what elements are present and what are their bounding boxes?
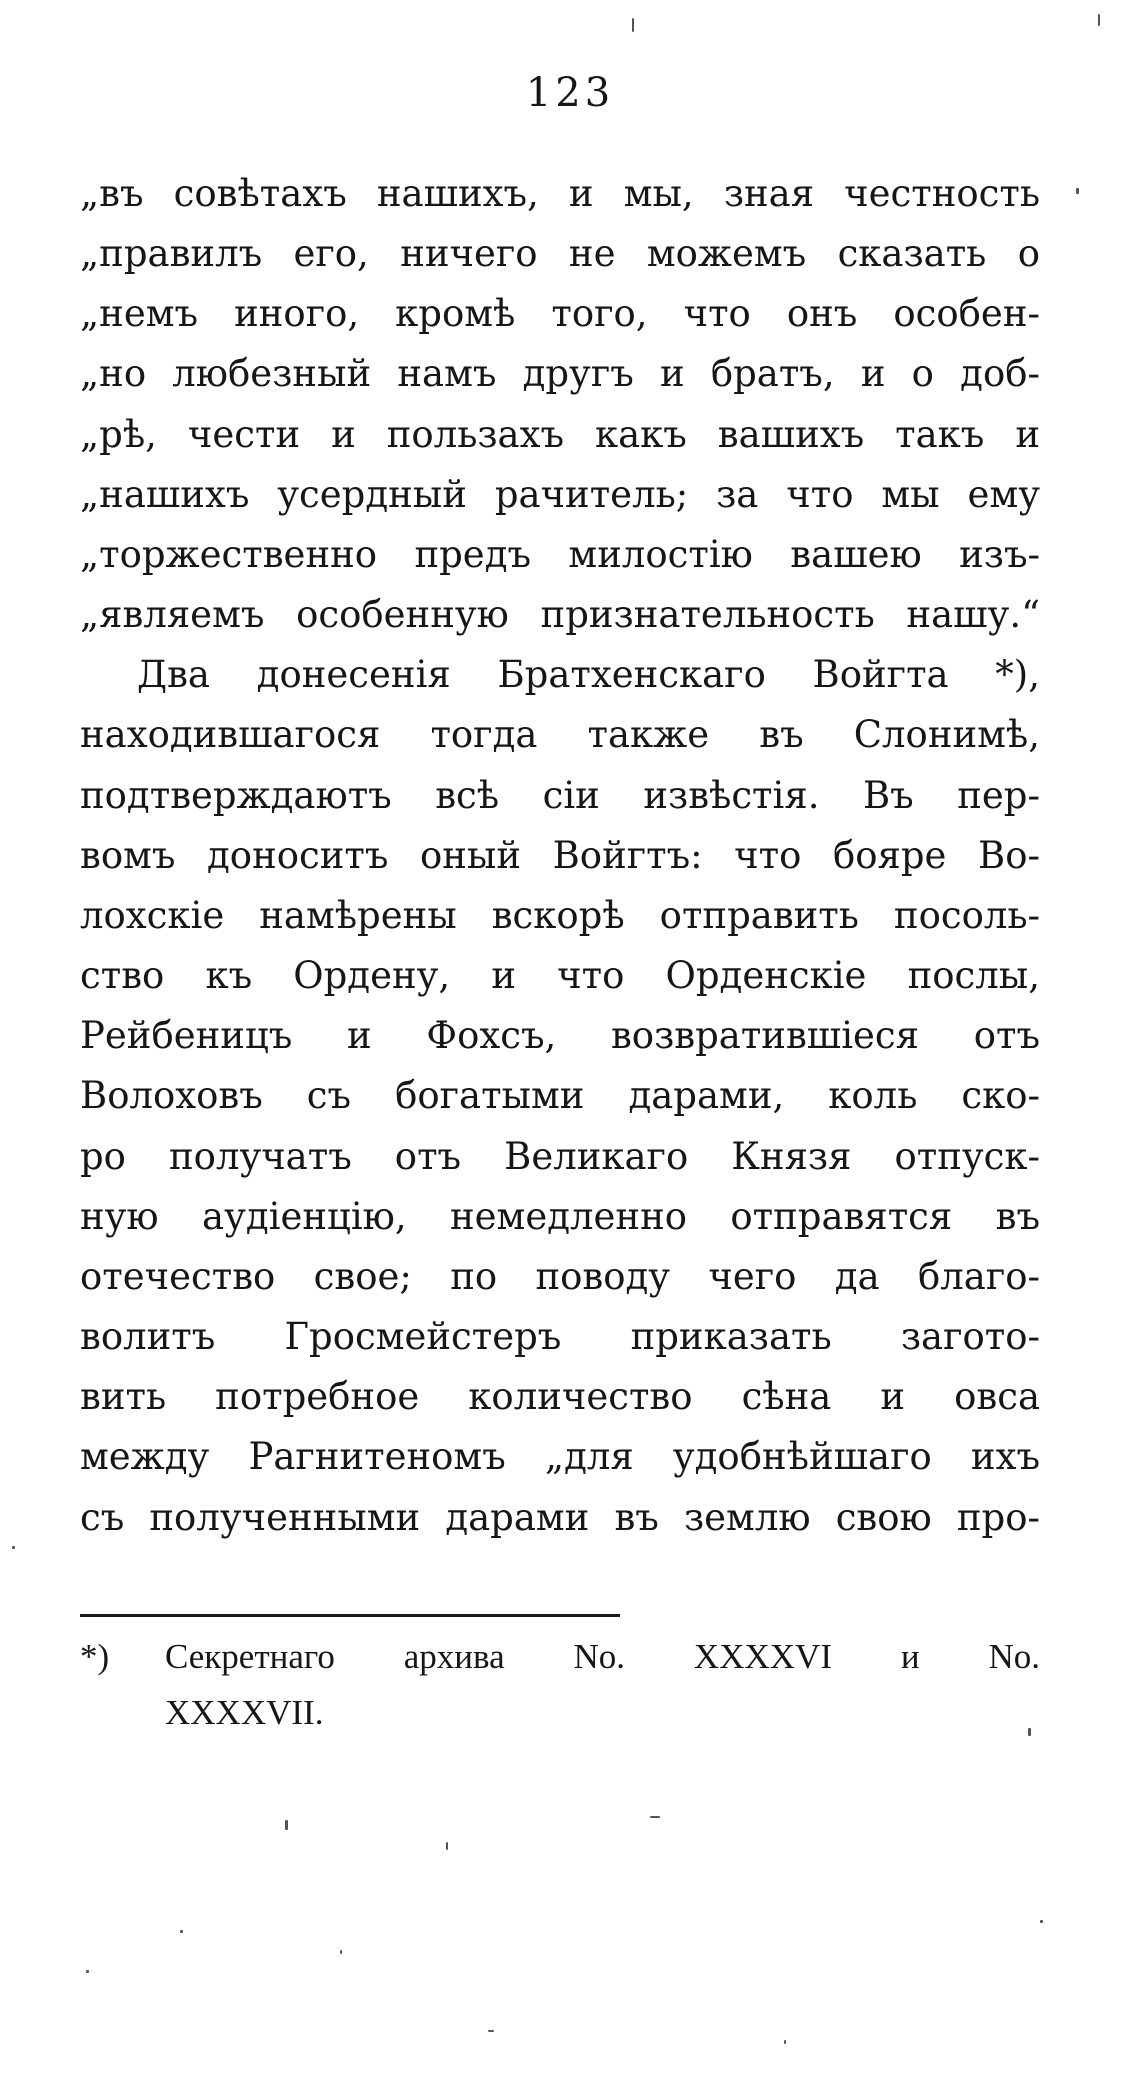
scan-speck [12, 1546, 15, 1549]
scan-speck [488, 2030, 494, 2032]
text-line: волитъ Гросмейстеръ приказать загото- [80, 1315, 1040, 1358]
scan-speck [86, 1970, 89, 1973]
scan-speck [1098, 14, 1100, 26]
scan-speck [180, 1930, 183, 1933]
scan-speck [1040, 1920, 1043, 1923]
scan-speck [285, 1820, 288, 1830]
text-line: „торжественно предъ милостію вашею изъ- [80, 533, 1040, 576]
text-line: „правилъ его, ничего не можемъ сказать о [80, 232, 1040, 275]
text-line: вомъ доноситъ оный Войгтъ: что бояре Во- [80, 834, 1040, 877]
text-line: „являемъ особенную признательность нашу.“ [80, 593, 1040, 636]
footnote-line: Секретнаго архива No. XXXXVI и No. [165, 1637, 1040, 1676]
scan-speck [632, 18, 634, 32]
text-line: подтверждаютъ всѣ сіи извѣстія. Въ пер- [80, 774, 1040, 817]
text-line: Рейбеницъ и Фохсъ, возвратившіеся отъ [80, 1014, 1040, 1057]
text-line: вить потребное количество сѣна и овса [80, 1375, 1040, 1418]
footnote-marker: *) [80, 1637, 110, 1676]
text-line: лохскіе намѣрены вскорѣ отправить посоль- [80, 894, 1040, 937]
text-line: „но любезный намъ другъ и братъ, и о доб- [80, 352, 1040, 395]
text-line: Два донесенія Братхенскаго Войгта *), [137, 653, 1040, 696]
text-line: съ полученными дарами въ землю свою про- [80, 1496, 1040, 1539]
scan-speck [340, 1950, 342, 1954]
scan-speck [784, 2040, 786, 2044]
footnote-rule [80, 1614, 620, 1617]
text-line: „рѣ, чести и пользахъ какъ вашихъ такъ и [80, 413, 1040, 456]
scan-speck [1076, 188, 1079, 194]
text-line: ство къ Ордену, и что Орденскіе послы, [80, 954, 1040, 997]
text-line: „немъ иного, кромѣ того, что онъ особен- [80, 292, 1040, 335]
text-line: „въ совѣтахъ нашихъ, и мы, зная честность [80, 172, 1040, 215]
scan-speck [1028, 1728, 1031, 1736]
text-line: находившагося тогда также въ Слонимѣ, [80, 713, 1040, 756]
text-line: Волоховъ съ богатыми дарами, коль ско- [80, 1074, 1040, 1117]
text-line: „нашихъ усердный рачитель; за что мы ему [80, 473, 1040, 516]
scan-speck [446, 1842, 448, 1850]
text-line: между Рагнитеномъ „для удобнѣйшаго ихъ [80, 1435, 1040, 1478]
text-line: ную аудіенцію, немедленно отправятся въ [80, 1195, 1040, 1238]
text-line: ро получатъ отъ Великаго Князя отпуск- [80, 1135, 1040, 1178]
scan-speck [650, 1816, 660, 1818]
text-line: отечество свое; по поводу чего да благо- [80, 1255, 1040, 1298]
page-number: 123 [525, 70, 615, 116]
footnote-line: XXXXVII. [165, 1693, 324, 1732]
